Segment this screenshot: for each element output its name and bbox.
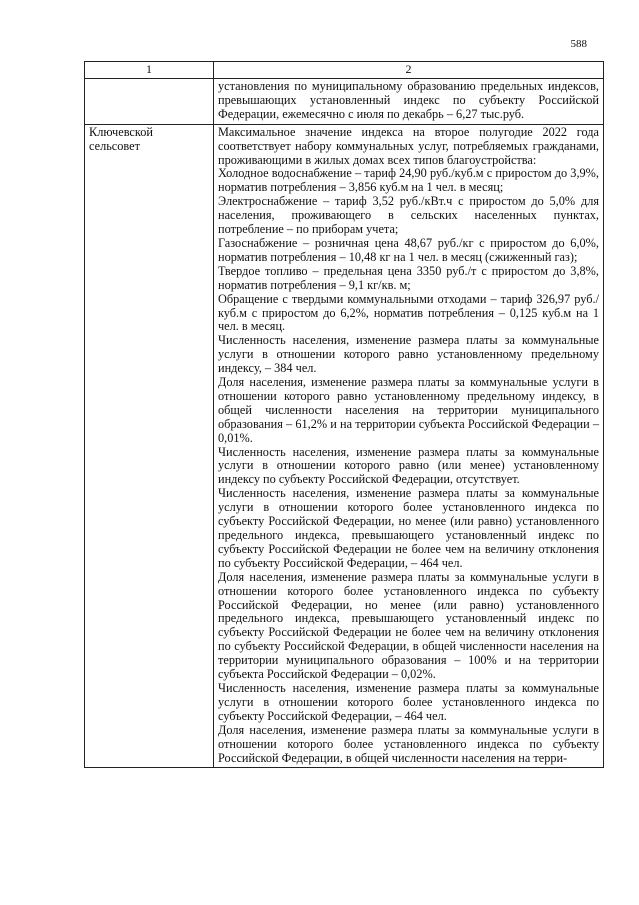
paragraph: Доля населения, изменение размера платы за коммунальные услуги в отношении которого более установленного индекса по субъекту Российской Федерации, в общей численности населения на терри- [218, 722, 599, 765]
paragraph: Газоснабжение – розничная цена 48,67 руб./кг с приростом до 6,0%, норматив потребления – 10,48 кг на 1 чел. в месяц (сжиженный газ); [218, 235, 599, 264]
table-row-klyuchevskoy [85, 124, 604, 768]
paragraph: Твердое топливо – предельная цена 3350 руб./т с приростом до 3,8%, норматив потребления – 9,1 кг/кв. м; [218, 263, 599, 292]
paragraph: Электроснабжение – тариф 3,52 руб./кВт.ч с приростом до 5,0% для населения, проживающего в сельских населенных пунктах, потребление – по приборам учета; [218, 194, 599, 237]
header-col-2: 2 [214, 62, 604, 79]
municipality-cell [85, 124, 214, 768]
paragraph: Численность населения, изменение размера платы за коммунальные услуги в отношении которого равно установленному предельному индексу, – 384 чел. [218, 333, 599, 376]
document-table [84, 61, 604, 768]
paragraph: Доля населения, изменение размера платы за коммунальные услуги в отношении которого более установленного индекса по субъекту Российской Федерации, но менее (или равно) установленного предельного индекса, превышающего установленный индекс по субъекту Российской Федерации не более чем на величину отклонения по субъекту Российской Федерации, в общей численности населения на территории муниципального образования – 100% и на территории субъекта Российской Федерации – 0,02%. [218, 569, 599, 682]
paragraph: Численность населения, изменение размера платы за коммунальные услуги в отношении которого более установленного индекса по субъекту Российской Федерации, – 464 чел. [218, 680, 599, 723]
empty-cell [85, 79, 214, 125]
header-col-1: 1 [85, 62, 214, 79]
description-cell [214, 124, 604, 768]
page-number: 588 [570, 38, 587, 50]
paragraph: Численность населения, изменение размера платы за коммунальные услуги в отношении которого равно (или менее) установленному индексу по субъекту Российской Федерации, отсутствует. [218, 444, 599, 487]
continuation-text: установления по муниципальному образованию предельных индексов, превышающих установленный индекс по субъекту Российской Федерации, ежемесячно с июля по декабрь – 6,27 тыс.руб. [214, 79, 604, 125]
table-row-continuation [85, 79, 604, 125]
paragraph: Обращение с твердыми коммунальными отходами – тариф 326,97 руб./куб.м с приростом до 6,2%, норматив потребления – 0,125 куб.м на 1 чел. в месяц. [218, 291, 599, 334]
paragraph: Холодное водоснабжение – тариф 24,90 руб./куб.м с приростом до 3,9%, норматив потребления – 3,856 куб.м на 1 чел. в месяц; [218, 166, 599, 195]
municipality-type: сельсовет [89, 138, 140, 153]
paragraph: Максимальное значение индекса на второе полугодие 2022 года соответствует набору коммунальных услуг, потребляемых гражданами, проживающими в жилых домах всех типов благоустройства: [218, 124, 599, 167]
paragraph: Доля населения, изменение размера платы за коммунальные услуги в отношении которого равно установленному предельному индексу, в общей численности населения на территории муниципального образования – 61,2% и на территории субъекта Российской Федерации – 0,01%. [218, 375, 599, 445]
paragraph: Численность населения, изменение размера платы за коммунальные услуги в отношении которого более установленного индекса по субъекту Российской Федерации, но менее (или равно) установленного предельного индекса, превышающего установленный индекс по субъекту Российской Федерации не более чем на величину отклонения по субъекту Российской Федерации, – 464 чел. [218, 486, 599, 570]
table-header-row [85, 62, 604, 79]
municipality-name: Ключевской [89, 124, 153, 139]
